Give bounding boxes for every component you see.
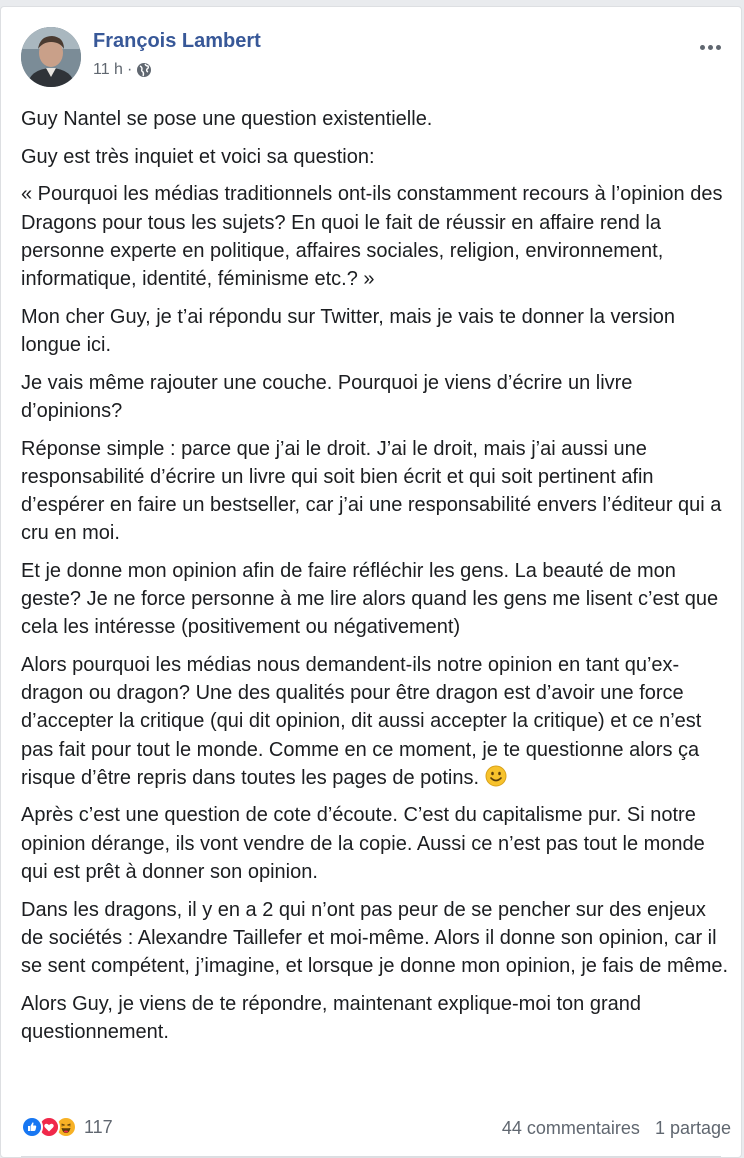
post-body xyxy=(21,105,733,1056)
post-paragraph-text: Alors pourquoi les médias nous demandent-ils notre opinion en tant qu’ex-dragon ou dragon? Une des qualités pour être dragon est d’avoir une force d’accepter la critique (qui dit opinion, dit aussi accepter la critique) et ce n’est pas fait pour tout le monde. Comme en ce moment, je te questionne alors ça risque d’être repris dans toutes les pages de potins. xyxy=(21,653,702,789)
post-card xyxy=(0,6,742,1158)
author-name[interactable]: François Lambert xyxy=(93,30,261,52)
post-paragraph: Je vais même rajouter une couche. Pourquoi je viens d’écrire un livre d’opinions? xyxy=(21,371,633,422)
post-paragraph: Mon cher Guy, je t’ai répondu sur Twitter, mais je vais te donner la version longue ici. xyxy=(21,305,676,356)
globe-icon[interactable] xyxy=(136,62,152,78)
reaction-count: 117 xyxy=(84,1116,113,1137)
meta-separator: · xyxy=(126,61,133,78)
post-timestamp[interactable]: 11 h xyxy=(93,61,123,78)
post-header xyxy=(21,27,721,89)
engagement-stats xyxy=(502,1118,731,1139)
comments-count-link[interactable]: 44 commentaires xyxy=(501,1118,640,1138)
post-paragraph: « Pourquoi les médias traditionnels ont-ils constamment recours à l’opinion des Dragons pour tous les sujets? En quoi le fait de réussir en affaire rend la personne experte en politique, affaires sociales, religion, environnement, informatique, identité, féminisme etc.? » xyxy=(21,183,723,291)
post-paragraph: Guy est très inquiet et voici sa question: xyxy=(21,145,375,168)
post-paragraph: Dans les dragons, il y en a 2 qui n’ont pas peur de se pencher sur des enjeux de sociétés : Alexandre Taillefer et moi-même. Alors il donne son opinion, car il se sent compétent, j’imagine, et lorsque je donne mon opinion, je fais de même. xyxy=(21,898,729,977)
post-paragraph: Après c’est une question de cote d’écoute. C’est du capitalisme pur. Si notre opinion dérange, ils vont vendre de la copie. Aussi ce n’est pas tout le monde qui est prêt à donner son opinion. xyxy=(21,804,705,883)
author-avatar[interactable] xyxy=(21,27,81,87)
post-paragraph: Guy Nantel se pose une question existentielle. xyxy=(21,108,433,130)
post-paragraph: Et je donne mon opinion afin de faire réfléchir les gens. La beauté de mon geste? Je ne force personne à me lire alors quand les gens me lisent c’est que cela les intéresse (positivement ou négativement) xyxy=(21,559,719,639)
post-meta xyxy=(93,61,152,79)
post-footer xyxy=(21,1113,731,1145)
post-paragraph: Alors Guy, je viens de te répondre, maintenant explique-moi ton grand questionnement. xyxy=(21,992,641,1043)
smiling-face-emoji xyxy=(485,765,507,787)
shares-count-link[interactable]: 1 partage xyxy=(654,1118,731,1138)
avatar-portrait-icon xyxy=(21,27,81,87)
reactions-summary[interactable] xyxy=(21,1116,113,1138)
post-paragraph: Réponse simple : parce que j’ai le droit. J’ai le droit, mais j’ai aussi une responsabilité d’écrire un livre qui soit bien écrit et qui soit pertinent afin d’espérer en faire un bestseller, car j’ai une responsabilité envers l’éditeur qui a cru en moi. xyxy=(21,437,722,545)
like-icon xyxy=(21,1116,43,1138)
post-paragraph-with-emoji xyxy=(21,651,733,792)
ellipsis-icon[interactable] xyxy=(695,37,725,57)
footer-divider xyxy=(21,1156,721,1157)
